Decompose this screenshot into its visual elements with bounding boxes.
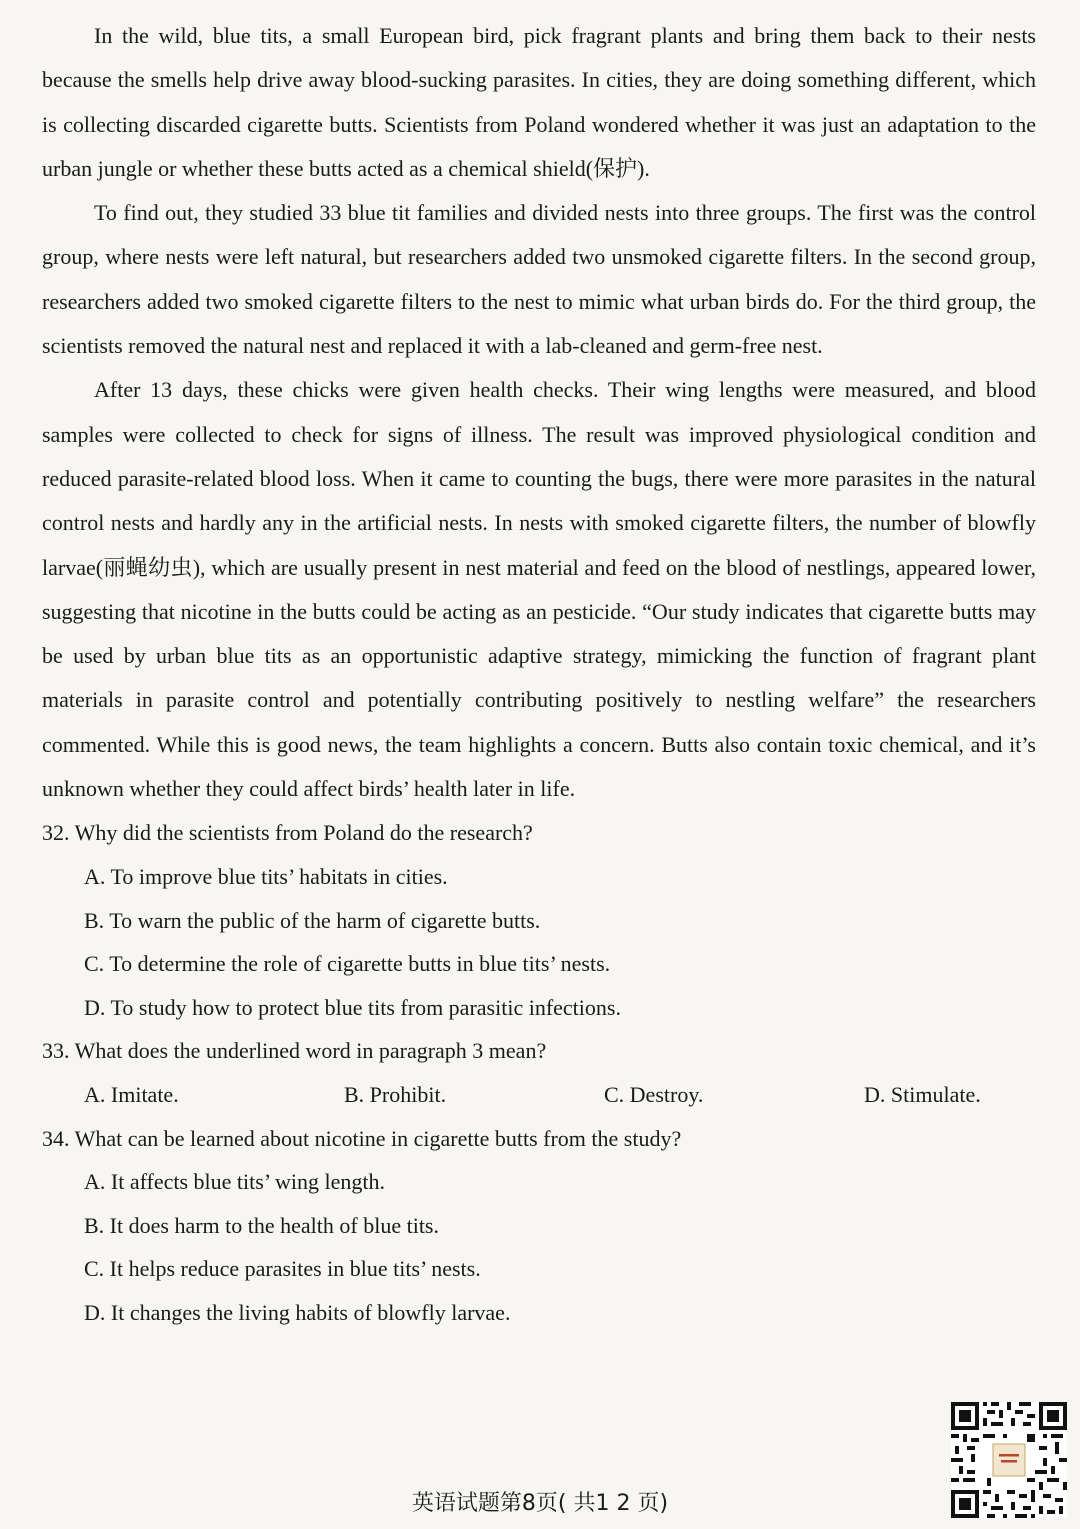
question-33 bbox=[42, 1029, 1036, 1116]
question-stem: 33. What does the underlined word in paragraph 3 mean? bbox=[42, 1038, 547, 1064]
page-footer: 英语试题第8页( 共1 2 页) bbox=[411, 1491, 669, 1516]
option-c: C. It helps reduce parasites in blue tits’ nests. bbox=[84, 1256, 481, 1282]
option-a: A. It affects blue tits’ wing length. bbox=[84, 1169, 386, 1195]
option-a: A. Imitate. bbox=[84, 1081, 179, 1107]
option-b: B. Prohibit. bbox=[344, 1081, 447, 1107]
question-stem: 34. What can be learned about nicotine in cigarette butts from the study? bbox=[42, 1125, 682, 1151]
option-c: C. To determine the role of cigarette butts in blue tits’ nests. bbox=[84, 951, 611, 977]
option-d: D. To study how to protect blue tits from parasitic infections. bbox=[84, 994, 621, 1020]
question-32 bbox=[42, 811, 1036, 1029]
option-a: A. To improve blue tits’ habitats in cities. bbox=[84, 863, 448, 889]
question-stem: 32. Why did the scientists from Poland do the research? bbox=[42, 820, 533, 846]
passage-paragraph-3: After 13 days, these chicks were given health checks. Their wing lengths were measured, and blood samples were collected to check for signs of illness. The result was improved physiological condition and reduced parasite-related blood loss. When it came to counting the bugs, there were more parasites in the natural control nests and hardly any in the artificial nests. In nests with smoked cigarette filters, the number of blowfly larvae(丽蝇幼虫), which are usually present in nest material and feed on the blood of nestlings, appeared lower, suggesting that nicotine in the butts could be acting as an pesticide. “Our study indicates that cigarette butts may be used by urban blue tits as an opportunistic adaptive strategy, mimicking the function of fragrant plant materials in parasite control and potentially contributing positively to nestling welfare” the researchers commented. While this is good news, the team highlights a concern. Butts also contain toxic chemical, and it’s unknown whether they could affect birds’ health later in life. bbox=[42, 377, 1036, 802]
passage-paragraph-2: To find out, they studied 33 blue tit families and divided nests into three groups. The first was the control group, where nests were left natural, but researchers added two unsmoked cigarette filters. In the second group, researchers added two smoked cigarette filters to the nest to mimic what urban birds do. For the third group, the scientists removed the natural nest and replaced it with a lab-cleaned and germ-free nest. bbox=[42, 200, 1036, 359]
reading-passage bbox=[42, 14, 1036, 811]
option-d: D. It changes the living habits of blowfly larvae. bbox=[84, 1299, 511, 1325]
option-c: C. Destroy. bbox=[604, 1081, 704, 1107]
option-b: B. To warn the public of the harm of cigarette butts. bbox=[84, 907, 541, 933]
option-b: B. It does harm to the health of blue tits. bbox=[84, 1212, 439, 1238]
question-34 bbox=[42, 1117, 1036, 1335]
passage-paragraph-1: In the wild, blue tits, a small European bird, pick fragrant plants and bring them back to their nests because the smells help drive away blood-sucking parasites. In cities, they are doing something different, which is collecting discarded cigarette butts. Scientists from Poland wondered whether it was just an adaptation to the urban jungle or whether these butts acted as a chemical shield(保护). bbox=[42, 23, 1036, 181]
option-d: D. Stimulate. bbox=[864, 1081, 981, 1107]
options-row bbox=[42, 1073, 1036, 1117]
